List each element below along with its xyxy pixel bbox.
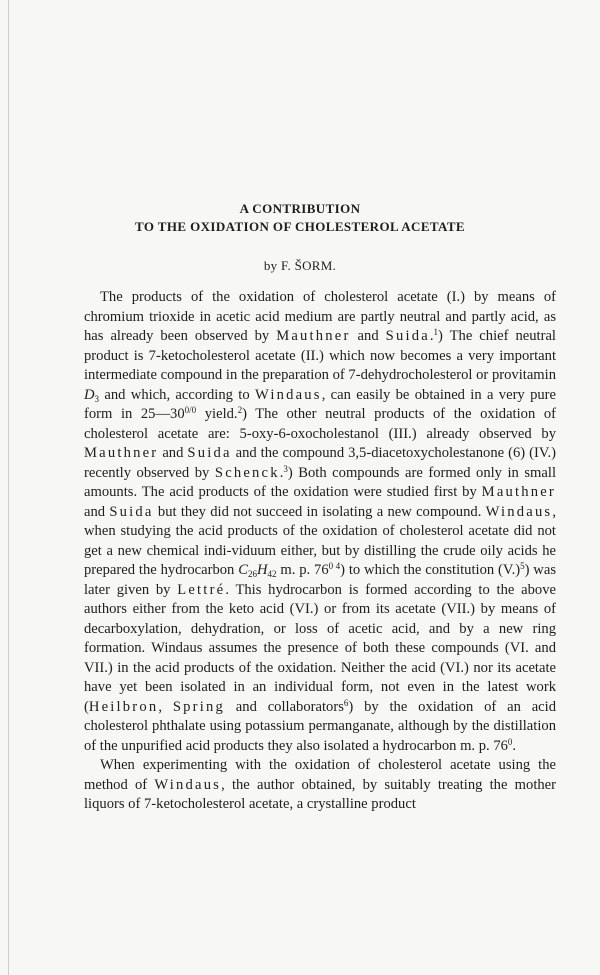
text: and collaborators [224, 698, 344, 715]
author-name: Heilbron [88, 698, 159, 715]
formula-subscript: 26 [247, 569, 257, 579]
title-block [0, 200, 600, 236]
degree-sign: 0 [507, 736, 513, 747]
text: . [429, 328, 434, 344]
author-name: Windaus [254, 386, 322, 403]
text: The products of the oxidation of cholesterol acetate (I.) by means of chromium trioxide in acetic acid medium are partly neutral and partly acid, as has already been observed by [84, 289, 556, 344]
percent-sign: 0/0 [184, 405, 197, 415]
author-name: Suida [109, 503, 154, 520]
text: and the compound 3,5-diacetoxycholestanone (6) (IV.) recently observed by [84, 445, 556, 481]
author-name: Schenck [214, 464, 280, 481]
author-name: Lettré [177, 581, 226, 598]
degree-sign: 0 [328, 561, 334, 571]
text: , when studying the acid products of the oxidation of cholesterol acetate did not get a new chemical indi-viduum either, but by distilling the crude oily acids he prepared the hydrocarbon [84, 503, 556, 578]
formula-letter: C [238, 562, 248, 578]
author-name: Suida [385, 328, 430, 344]
formula-letter: D [84, 386, 95, 403]
text: ) to which the constitution (V.) [340, 562, 521, 578]
text: ) Both compounds are formed only in small amounts. The acid products of the oxidation were studied first by [84, 464, 556, 500]
author-name: Spring [172, 698, 225, 715]
reference-marker: 2 [237, 405, 243, 415]
text: and [158, 445, 188, 461]
text: , can easily be obtained in a very pure form in 25—30 [84, 386, 556, 422]
text: , [158, 698, 173, 715]
article-body [84, 288, 556, 815]
reference-marker: 4 [333, 561, 341, 571]
author-name: Mauthner [84, 445, 159, 461]
formula-subscript: 3 [94, 393, 100, 404]
author-byline: by F. ŠORM. [263, 258, 337, 273]
text: and which, according to [99, 386, 255, 403]
paragraph-1 [84, 288, 556, 756]
reference-marker: 6 [343, 697, 349, 708]
text: yield. [196, 406, 238, 422]
author-name: Mauthner [276, 328, 351, 344]
author-name: Windaus [154, 776, 222, 793]
text: ) The chief neutral product is 7-ketocholesterol acetate (II.) which now becomes a very important intermediate compound in the preparation of 7-dehydrocholesterol or provitamin [84, 328, 556, 383]
text: ) was later given by [84, 562, 556, 598]
text: . This hydrocarbon is formed according to the above authors either from the keto acid (VI.) or from its acetate (VII.) by means of decarboxylation, dehydration, or loss of acetic acid, and by a new ring formation. Windaus assumes the presence of both these compounds (VI. and VII.) in the acid products of the oxidation. Neither the acid (VI.) nor its acetate have yet been isolated in an individual form, not even in the latest work ( [84, 581, 556, 715]
reference-marker: 5 [520, 561, 525, 571]
text: m. p. 76 [276, 562, 329, 578]
text: . [279, 464, 284, 481]
page-edge [8, 0, 9, 975]
text: and [84, 503, 110, 520]
text: ) The other neutral products of the oxidation of cholesterol acetate are: 5-oxy-6-oxocholestanol (III.) already observed by [84, 406, 556, 442]
title-line-2: TO THE OXIDATION OF CHOLESTEROL ACETATE [135, 219, 465, 234]
text: ) by the oxidation of an acid cholesterol phthalate using potassium permanganate, although by the distillation of the unpurified acid products they also isolated a hydrocarbon m. p. 76 [84, 698, 556, 754]
text: but they did not succeed in isolating a new compound. [153, 503, 486, 520]
author-name: Windaus [485, 503, 553, 520]
title-line-1: A CONTRIBUTION [239, 201, 361, 216]
formula-letter: H [256, 562, 268, 578]
formula-subscript: 42 [267, 569, 277, 579]
reference-marker: 1 [433, 327, 439, 337]
paragraph-2 [84, 756, 556, 815]
text: . [512, 737, 517, 754]
text: , the author obtained, by suitably treating the mother liquors of 7-ketocholesterol acetate, a crystalline product [84, 776, 557, 812]
author-name: Suida [187, 445, 232, 461]
text: When experimenting with the oxidation of cholesterol acetate using the method of [84, 757, 556, 793]
author-name: Mauthner [481, 484, 556, 500]
reference-marker: 3 [283, 463, 288, 474]
text: and [350, 328, 386, 344]
